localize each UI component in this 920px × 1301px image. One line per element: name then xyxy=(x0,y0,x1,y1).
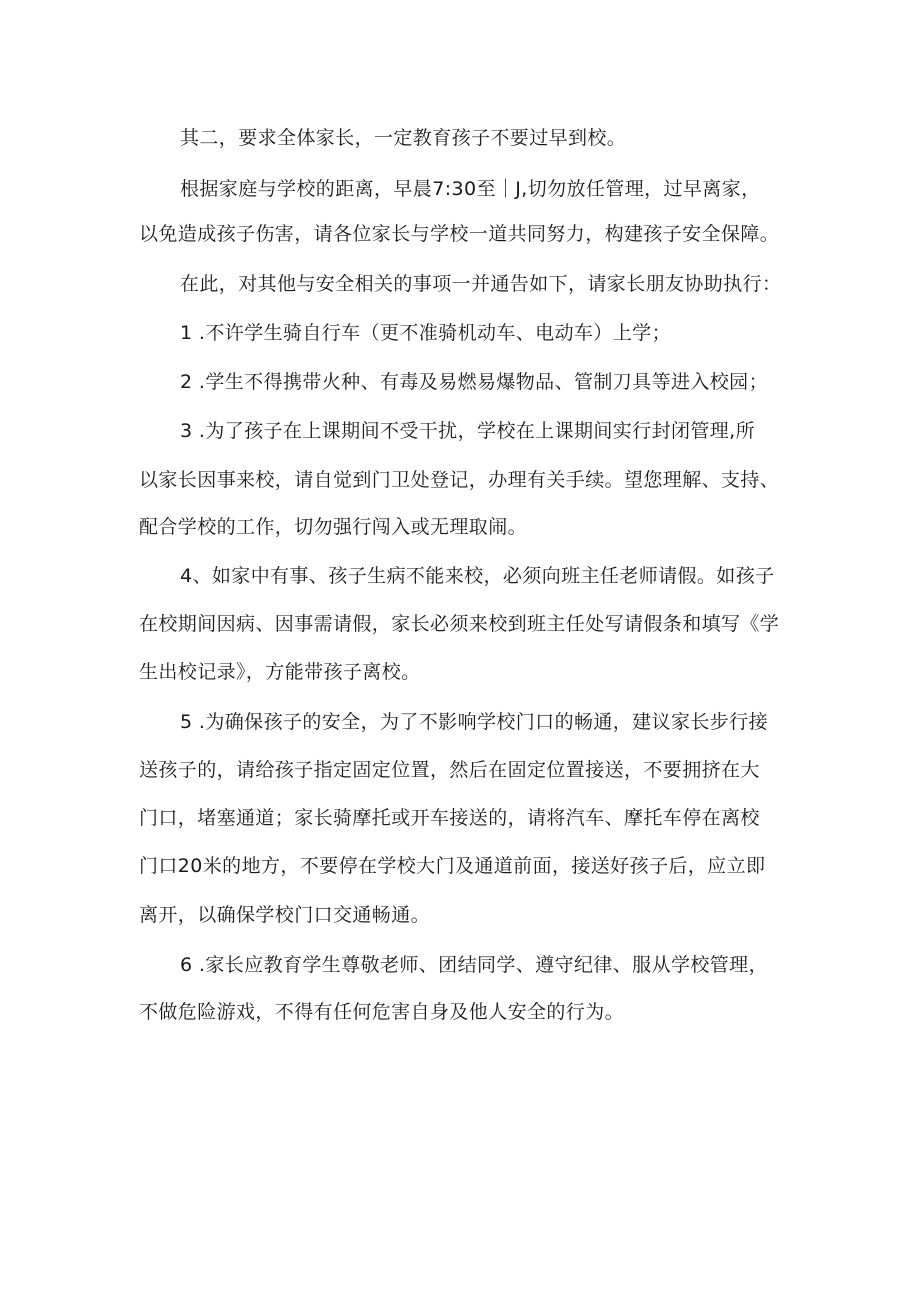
text-line: 离开，以确保学校门口交通畅通。 xyxy=(139,904,431,926)
text-line: 在校期间因病、因事需请假，家长必须来校到班主任处写请假条和填写《学 xyxy=(139,613,780,635)
text-line: 根据家庭与学校的距离，早晨7:30至｜J,切勿放任管理，过早离家， xyxy=(180,178,761,200)
text-line: 6 .家长应教育学生尊敬老师、团结同学、遵守纪律、服从学校管理， xyxy=(180,954,768,976)
text-line: 1 .不许学生骑自行车（更不准骑机动车、电动车）上学； xyxy=(180,322,671,344)
text-line: 以免造成孩子伤害，请各位家长与学校一道共同努力，构建孩子安全保障。 xyxy=(139,223,780,245)
text-line: 生出校记录》，方能带孩子离校。 xyxy=(139,661,421,683)
text-line: 送孩子的，请给孩子指定固定位置，然后在固定位置接送，不要拥挤在大 xyxy=(139,759,760,781)
text-line: 不做危险游戏，不得有任何危害自身及他人安全的行为。 xyxy=(139,1001,625,1023)
text-line: 4、如家中有事、孩子生病不能来校，必须向班主任老师请假。如孩子 xyxy=(180,565,775,587)
text-line: 配合学校的工作，切勿强行闯入或无理取闹。 xyxy=(139,516,528,538)
text-line: 2 .学生不得携带火种、有毒及易燃易爆物品、管制刀具等进入校园； xyxy=(180,371,768,393)
text-line: 以家长因事来校，请自觉到门卫处登记，办理有关手续。望您理解、支持、 xyxy=(139,469,780,491)
text-line: 3 .为了孩子在上课期间不受干扰，学校在上课期间实行封闭管理,所 xyxy=(180,420,756,442)
text-line: 门口20米的地方，不要停在学校大门及通道前面，接送好孩子后，应立即 xyxy=(139,855,766,877)
text-line: 在此，对其他与安全相关的事项一并通告如下，请家长朋友协助执行： xyxy=(180,273,782,295)
text-line: 5 .为确保孩子的安全，为了不影响学校门口的畅通，建议家长步行接 xyxy=(180,711,768,733)
text-line: 门口，堵塞通道；家长骑摩托或开车接送的，请将汽车、摩托车停在离校 xyxy=(139,807,760,829)
text-line: 其二，要求全体家长，一定教育孩子不要过早到校。 xyxy=(180,127,627,149)
